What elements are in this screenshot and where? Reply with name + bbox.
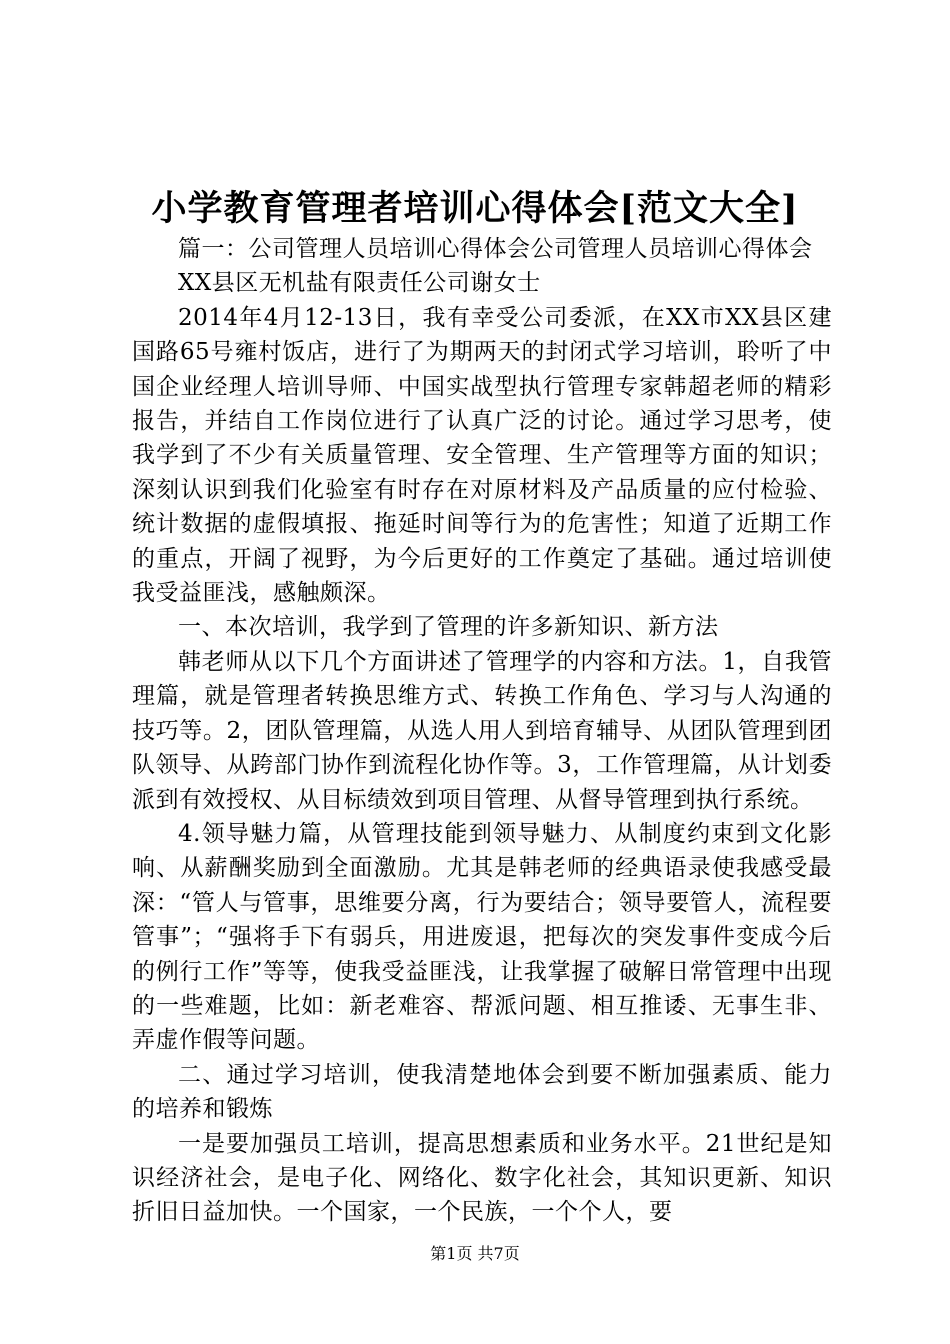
- paragraph-intro: 2014年4月12-13日，我有幸受公司委派，在XX市XX县区建国路65号雍村饭店，进行了为期两天的封闭式学习培训，聆听了中国企业经理人培训导师、中国实战型执行管理专家韩超老师的精彩报告，并结自工作岗位进行了认真广泛的讨论。通过学习思考，使我学到了不少有关质量管理、安全管理、生产管理等方面的知识；深刻认识到我们化验室有时存在对原材料及产品质量的应付检验、统计数据的虚假填报、拖延时间等行为的危害性；知道了近期工作的重点，开阔了视野，为今后更好的工作奠定了基础。通过培训使我受益匪浅，感触颇深。: [132, 304, 832, 607]
- paragraph-leadership: 4.领导魅力篇，从管理技能到领导魅力、从制度约束到文化影响、从薪酬奖励到全面激励。尤其是韩老师的经典语录使我感受最深：“管人与管事，思维要分离，行为要结合；领导要管人，流程要管事”；“强将手下有弱兵，用进废退，把每次的突发事件变成今后的例行工作”等等，使我受益匪浅，让我掌握了破解日常管理中出现的一些难题，比如：新老难容、帮派问题、相互推诿、无事生非、弄虚作假等问题。: [132, 820, 832, 1054]
- paragraph-author: XX县区无机盐有限责任公司谢女士: [178, 270, 541, 297]
- paragraph-section-one-heading: 一、本次培训，我学到了管理的许多新知识、新方法: [178, 614, 719, 641]
- page-number-footer: 第1页 共7页: [430, 1244, 520, 1263]
- paragraph-management-topics: 韩老师从以下几个方面讲述了管理学的内容和方法。1，自我管理篇，就是管理者转换思维方式、转换工作角色、学习与人沟通的技巧等。2，团队管理篇，从选人用人到培育辅导、从团队管理到团队领导、从跨部门协作到流程化协作等。3，工作管理篇，从计划委派到有效授权、从目标绩效到项目管理、从督导管理到执行系统。: [132, 648, 832, 813]
- paragraph-heading-part-one: 篇一：公司管理人员培训心得体会公司管理人员培训心得体会: [178, 236, 813, 262]
- paragraph-section-two-heading: 二、通过学习培训，使我清楚地体会到要不断加强素质、能力的培养和锻炼: [132, 1061, 832, 1123]
- paragraph-training: 一是要加强员工培训，提高思想素质和业务水平。21世纪是知识经济社会，是电子化、网络化、数字化社会，其知识更新、知识折旧日益加快。一个国家，一个民族，一个个人，要: [132, 1130, 832, 1226]
- document-body: [132, 232, 832, 1230]
- document-title: 小学教育管理者培训心得体会[范文大全]: [151, 188, 799, 229]
